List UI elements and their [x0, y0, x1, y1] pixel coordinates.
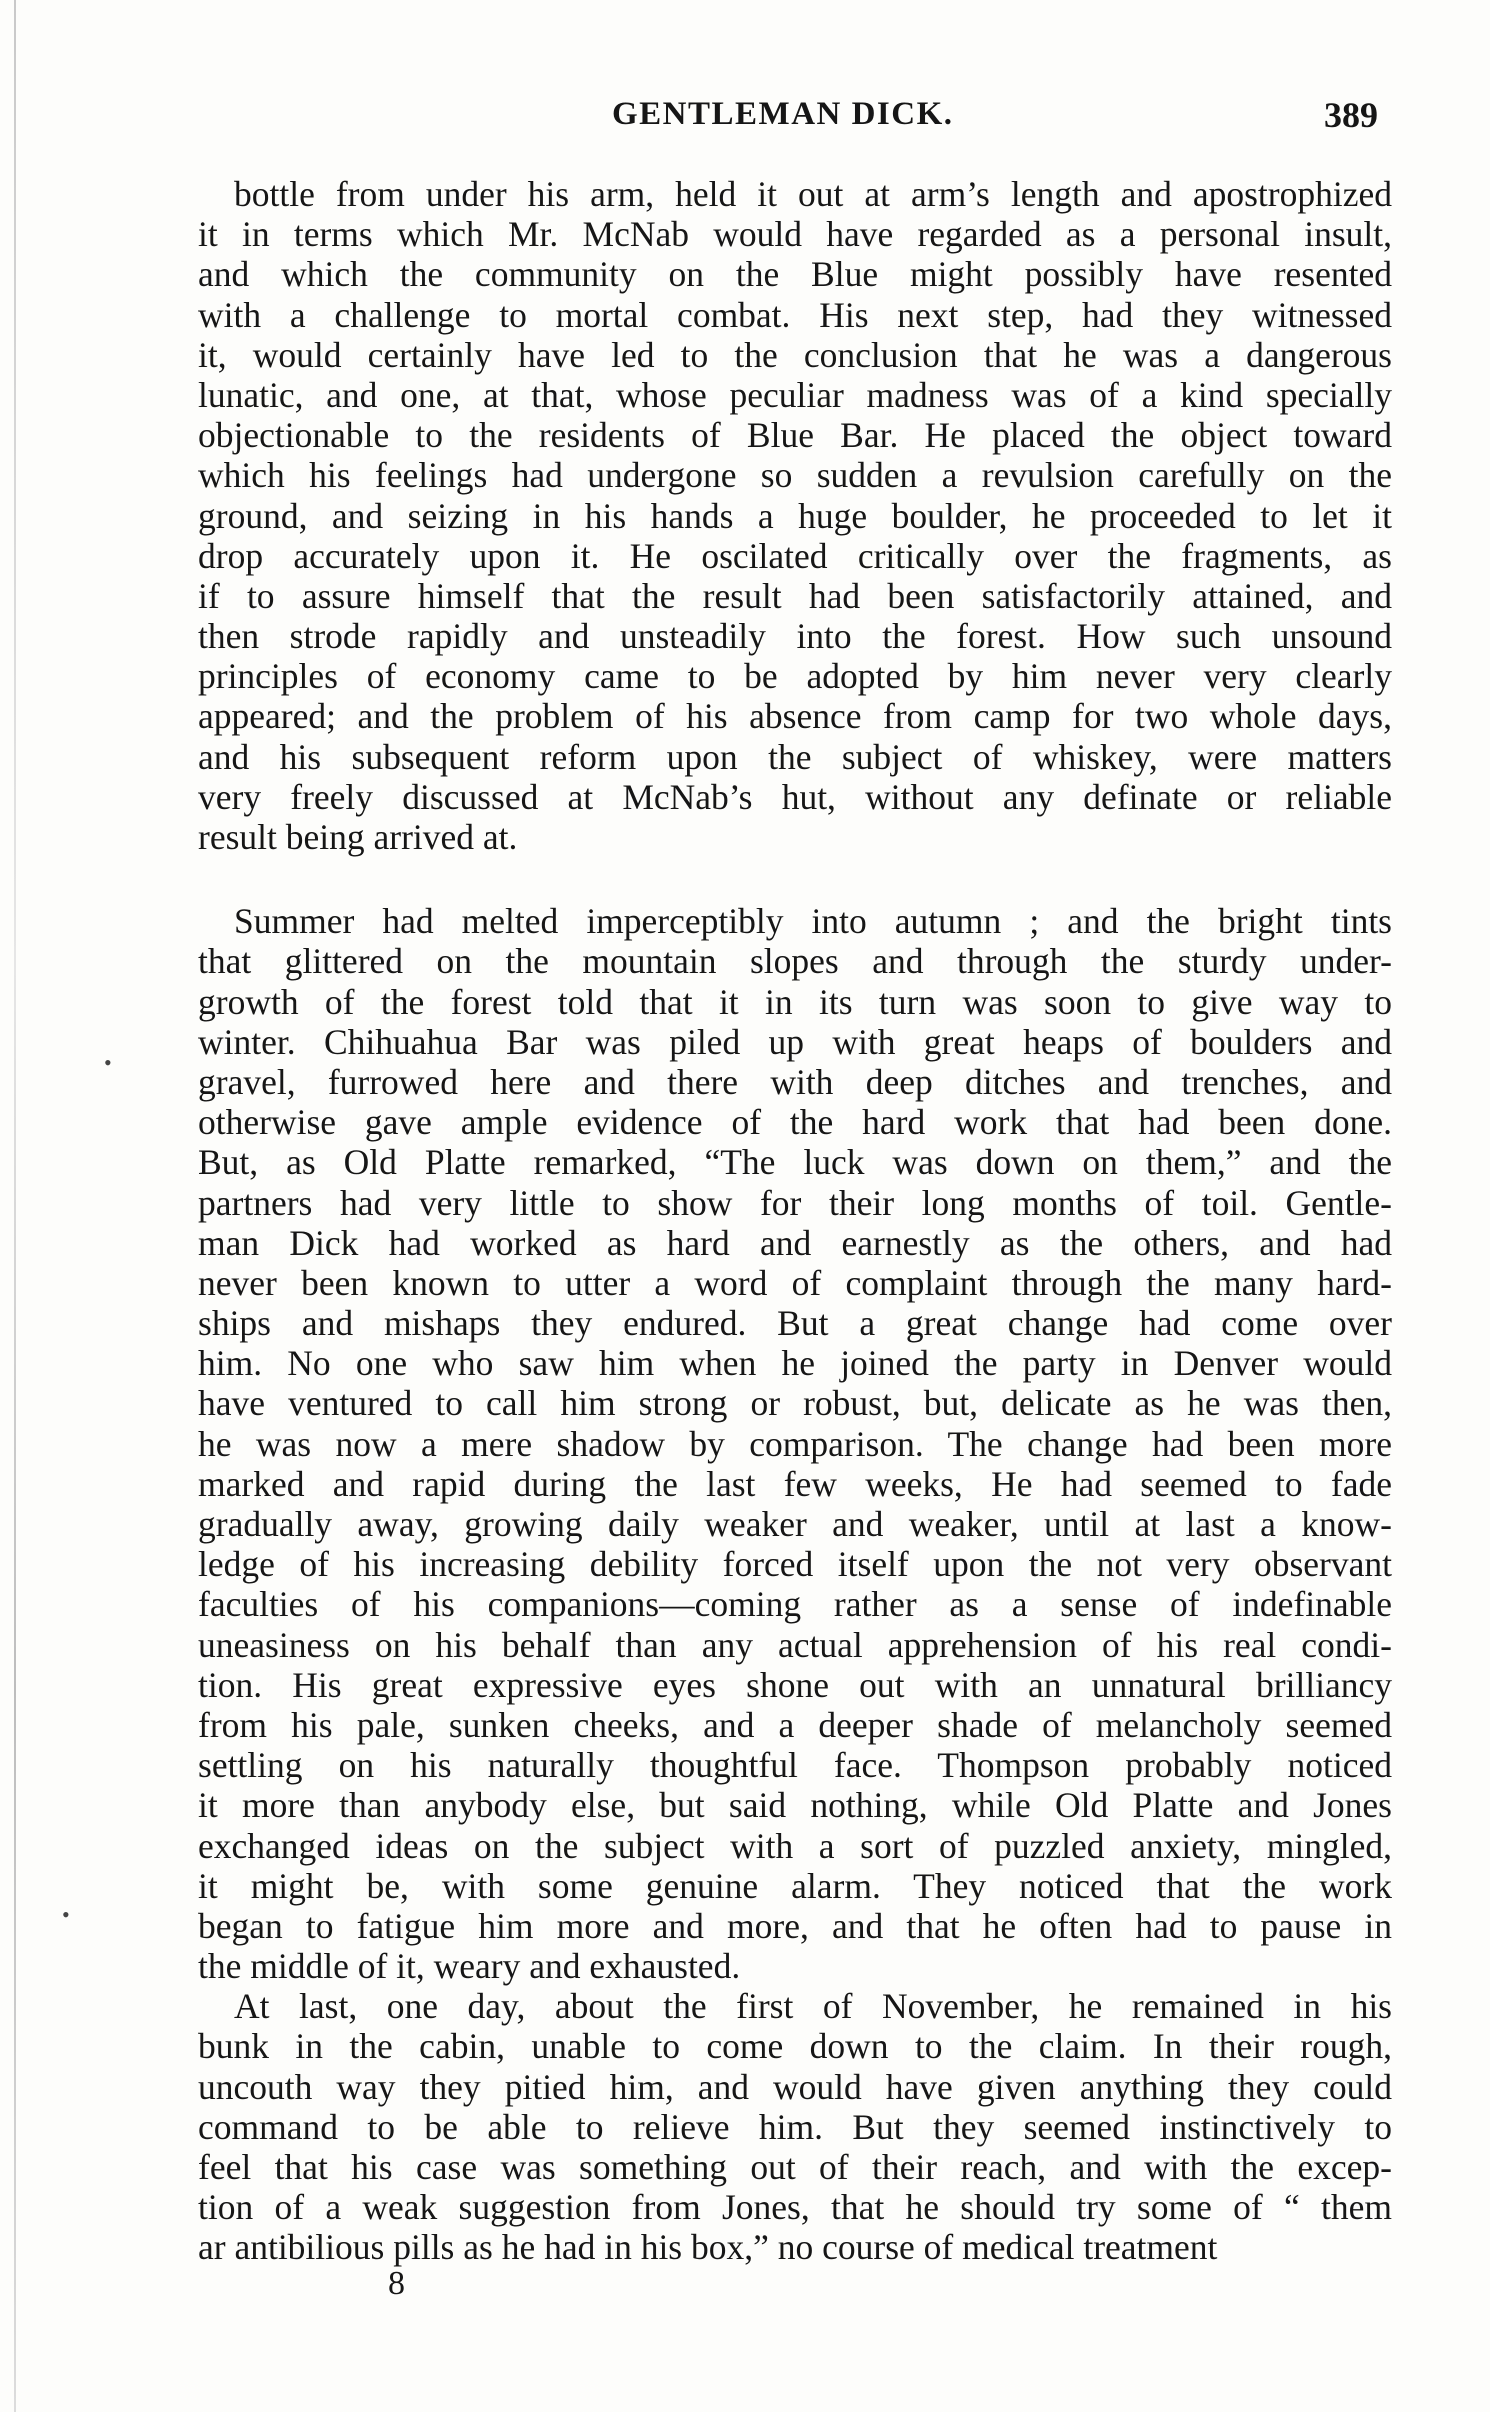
text-line: the middle of it, weary and exhausted. — [198, 1946, 741, 1987]
text-line: appeared; and the problem of his absence from camp for two whole days, — [198, 696, 1392, 737]
text-line: he was now a mere shadow by comparison. The change had been more — [198, 1423, 1392, 1464]
text-line: objectionable to the residents of Blue Bar. He placed the object toward — [198, 415, 1392, 456]
paragraph-gap — [198, 857, 1392, 901]
page-gutter-edge — [14, 0, 16, 2412]
text-line: But, as Old Platte remarked, “The luck was down on them,” and the — [198, 1142, 1392, 1183]
text-line: then strode rapidly and unsteadily into the forest. How such unsound — [198, 616, 1392, 657]
text-line: never been known to utter a word of complaint through the many hard- — [198, 1262, 1392, 1303]
text-line: and which the community on the Blue might possibly have resented — [198, 254, 1392, 295]
page-number: 389 — [1324, 95, 1378, 135]
text-line: which his feelings had undergone so sudden a revulsion carefully on the — [198, 455, 1392, 496]
text-line: him. No one who saw him when he joined the party in Denver would — [198, 1343, 1392, 1384]
text-line: settling on his naturally thoughtful face. Thompson probably noticed — [198, 1745, 1392, 1786]
body-text — [198, 174, 1392, 2268]
text-line: uneasiness on his behalf than any actual apprehension of his real condi- — [198, 1624, 1392, 1665]
text-line: lunatic, and one, at that, whose peculiar madness was of a kind specially — [198, 374, 1392, 415]
text-line: uncouth way they pitied him, and would have given anything they could — [198, 2066, 1392, 2107]
text-line: growth of the forest told that it in its turn was soon to give way to — [198, 981, 1392, 1022]
text-line: have ventured to call him strong or robust, but, delicate as he was then, — [198, 1383, 1392, 1424]
text-line: gravel, furrowed here and there with deep ditches and trenches, and — [198, 1061, 1392, 1102]
text-line: exchanged ideas on the subject with a sort of puzzled anxiety, mingled, — [198, 1825, 1392, 1866]
text-line: with a challenge to mortal combat. His next step, had they witnessed — [198, 294, 1392, 335]
text-line: and his subsequent reform upon the subject of whiskey, were matters — [198, 736, 1392, 777]
text-line: otherwise gave ample evidence of the hard work that had been done. — [198, 1102, 1392, 1143]
text-line: Summer had melted imperceptibly into autumn ; and the bright tints — [234, 901, 1392, 942]
text-line: it more than anybody else, but said nothing, while Old Platte and Jones — [198, 1785, 1392, 1826]
text-line: winter. Chihuahua Bar was piled up with great heaps of boulders and — [198, 1021, 1392, 1062]
page-header — [200, 96, 1400, 146]
running-head: GENTLEMAN DICK. — [612, 96, 954, 132]
paragraph-3 — [198, 1986, 1392, 2267]
text-line: ships and mishaps they endured. But a great change had come over — [198, 1303, 1392, 1344]
text-line: from his pale, sunken cheeks, and a deeper shade of melancholy seemed — [198, 1704, 1392, 1745]
paragraph-1 — [198, 174, 1392, 857]
text-line: faculties of his companions—coming rather as a sense of indefinable — [198, 1584, 1392, 1625]
text-line: bunk in the cabin, unable to come down to the claim. In their rough, — [198, 2026, 1392, 2067]
text-line: tion of a weak suggestion from Jones, that he should try some of “ them — [198, 2187, 1392, 2228]
text-line: man Dick had worked as hard and earnestly as the others, and had — [198, 1222, 1392, 1263]
text-line: that glittered on the mountain slopes and through the sturdy under- — [198, 941, 1392, 982]
text-line: bottle from under his arm, held it out at arm’s length and apostrophized — [234, 174, 1392, 214]
text-line: partners had very little to show for their long months of toil. Gentle- — [198, 1182, 1392, 1223]
paragraph-2 — [198, 901, 1392, 1986]
text-line: feel that his case was something out of their reach, and with the excep- — [198, 2147, 1392, 2187]
text-line: At last, one day, about the first of November, he remained in his — [234, 1986, 1392, 2027]
text-line: gradually away, growing daily weaker and weaker, until at last a know- — [198, 1504, 1392, 1544]
text-line: drop accurately upon it. He oscilated critically over the fragments, as — [198, 535, 1392, 576]
text-line: very freely discussed at McNab’s hut, without any definate or reliable — [198, 776, 1392, 817]
text-line: if to assure himself that the result had been satisfactorily attained, and — [198, 575, 1392, 616]
text-line: ledge of his increasing debility forced itself upon the not very observant — [198, 1544, 1392, 1585]
text-line: principles of economy came to be adopted by him never very clearly — [198, 656, 1392, 697]
text-line: ground, and seizing in his hands a huge boulder, he proceeded to let it — [198, 495, 1392, 536]
text-line: it, would certainly have led to the conclusion that he was a dangerous — [198, 334, 1392, 375]
text-line: tion. His great expressive eyes shone out with an unnatural brilliancy — [198, 1664, 1392, 1705]
text-line: began to fatigue him more and more, and that he often had to pause in — [198, 1905, 1392, 1946]
margin-mark: • — [104, 1050, 112, 1075]
text-line: marked and rapid during the last few weeks, He had seemed to fade — [198, 1463, 1392, 1504]
text-line: ar antibilious pills as he had in his box,” no course of medical treatment — [198, 2227, 1218, 2268]
signature-mark: 8 — [388, 2265, 405, 2302]
margin-mark: • — [62, 1902, 70, 1927]
text-line: it might be, with some genuine alarm. They noticed that the work — [198, 1865, 1392, 1906]
text-line: it in terms which Mr. McNab would have regarded as a personal insult, — [198, 214, 1392, 255]
text-line: command to be able to relieve him. But they seemed instinctively to — [198, 2106, 1392, 2147]
text-line: result being arrived at. — [198, 817, 518, 857]
